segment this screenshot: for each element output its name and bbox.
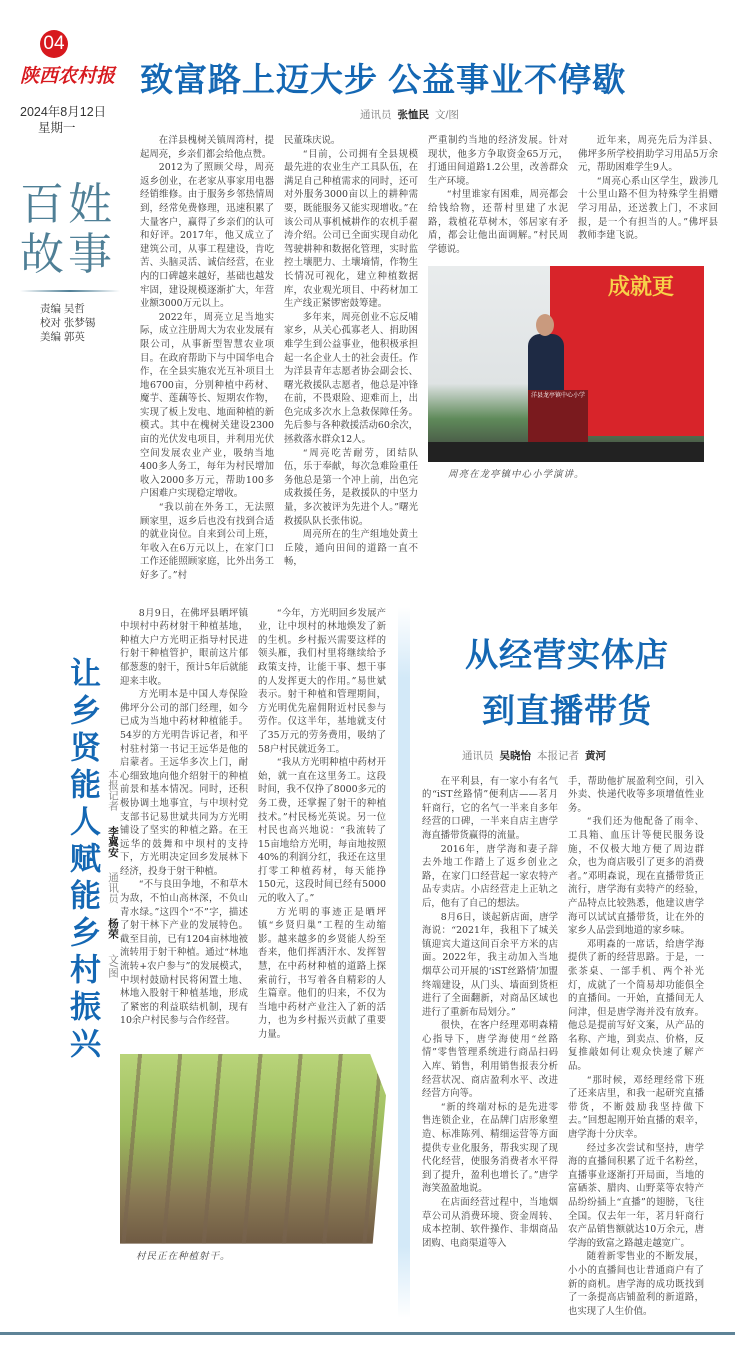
paragraph: 周亮所在的生产组地处黄土丘陵，通向田间的道路一直不畅， <box>284 529 418 568</box>
article1-column <box>284 134 418 569</box>
editor-credit: 美编 郭英 <box>40 331 85 343</box>
paragraph: “我们还为他配备了雨伞、工具箱、血压计等便民服务设施，不仅极大地方便了周边群众，也为商店吸引了更多的消费者。”邓明森说，现在直播带货正流行，唐学海有卖特产的经验，产品特点比较熟悉，他建议唐学海可以试试直播带货，让在外的家乡人品尝到地道的家乡味。 <box>568 816 704 937</box>
article2-column <box>120 607 248 1028</box>
masthead-sidebar <box>0 30 140 344</box>
article3 <box>422 607 712 1319</box>
section-title-char: 故 <box>20 229 68 280</box>
article1-columns <box>140 134 732 583</box>
paragraph: 在店面经营过程中，当地烟草公司从消费环境、资金周转、成本控制、软件操作、非烟商品团购、电商渠道等入 <box>422 1197 558 1249</box>
article1-column <box>428 134 568 256</box>
section-title-char: 事 <box>68 229 116 280</box>
photo-podium-sign: 洋县龙亭镇中心小学 <box>528 390 588 442</box>
issue-weekday: 星期一 <box>38 121 76 135</box>
paragraph: “今年，方光明回乡发展产业，让中坝村的林地焕发了新的生机。乡村振兴需要这样的领头雁，我们村里将继续给予政策支持，让能干事、想干事的人发挥更大的作用。”易世斌表示。射干种植和管理期间，方光明优先雇佣附近村民参与劳作。仅这半年，基地就支付了35万元的劳务费用，吸纳了58户村民就近务工。 <box>258 607 386 755</box>
editor-credit: 校对 张梦锡 <box>40 317 96 329</box>
article1-right-area <box>428 134 728 482</box>
forest-planting-photo <box>120 1054 386 1244</box>
section-title-char: 百 <box>20 179 68 230</box>
article3-columns <box>422 775 712 1319</box>
article2-photo-caption: 村民正在种植射干。 <box>136 1250 231 1262</box>
newspaper-logo: 陕西农村报 <box>20 65 116 87</box>
paragraph: “周亮心系山区学生，跋涉几十公里山路不但为特殊学生捐赠学习用品，还送教上门，不求回报，是一个有担当的人。”佛坪县教师李建飞说。 <box>578 175 718 242</box>
paragraph: 近年来，周亮先后为洋县、佛坪多所学校捐助学习用品5万余元，帮助困难学生9人。 <box>578 135 718 174</box>
article1 <box>140 30 732 583</box>
paragraph: 2012为了照顾父母，周亮返乡创业，在老家从事家用电器经销维修。由于服务乡邻热情周到，经常免费修理，迅速积累了大量客户，赢得了乡亲们的认可和好评。2017年，他又成立了建筑公司，从事工程建设，肯吃苦、头脑灵活、诚信经营，在业内的口碑越来越好，基础也越发牢固，建设规模逐渐扩大，年营业额3000万元以上。 <box>140 162 274 310</box>
paragraph: 经过多次尝试和坚持，唐学海的直播间积累了近千名粉丝，直播事业逐渐打开局面，当地的富硒茶、腊肉、山野菜等农特产品纷纷插上“直播”的翅膀，飞往全国。仅去年一年，茗月轩商行农产品销售额就达10万余元，唐学海的致富之路越走越宽广。 <box>568 1142 704 1249</box>
article1-photo-caption: 周亮在龙亭镇中心小学演讲。 <box>448 469 585 481</box>
paragraph: “新的终端对标的是先进零售连锁企业，在品牌门店形象塑造、标准陈列、精细运营等方面提供专业化服务，帮我实现了现代化经营，使服务消费者水平得到了提升，盈利也增长了。”唐学海笑盈盈地说。 <box>422 1101 558 1195</box>
section-title-char: 姓 <box>68 179 116 230</box>
paragraph: “那时候，邓经理经常下班了还来店里，和我一起研究直播带货，不断鼓励我坚持做下去。”回想起刚开始直播的艰辛，唐学海十分庆幸。 <box>568 1074 704 1141</box>
article1-column <box>578 134 718 243</box>
paragraph: 在洋县槐树关镇周湾村，提起周亮，乡亲们都会给他点赞。 <box>140 135 274 160</box>
article1-headline: 致富路上迈大步 公益事业不停歇 <box>140 61 627 98</box>
paragraph: 2016年，唐学海和妻子辞去外地工作踏上了返乡创业之路，在家门口经营起一家农特产品专卖店。小店经营走上正轨之后，他有了自己的想法。 <box>422 843 558 909</box>
paragraph: 8月9日，在佛坪县晒坪镇中坝村中药材射干种植基地，种植大户方光明正指导村民进行射干种植管护，眼前这片郁郁葱葱的射干，预计5年后就能迎来丰收。 <box>120 607 248 687</box>
top-section <box>0 30 735 583</box>
paragraph: 在平利县，有一家小有名气的“iST丝路情”便利店——茗月轩商行，它的名气一半来自多年经营的口碑，一半来自店主唐学海直播带货赢得的流量。 <box>422 775 558 841</box>
paragraph: 手，帮助他扩展盈利空间，引入外卖、快递代收等多项增值性业务。 <box>568 775 704 814</box>
school-speech-photo <box>428 266 704 462</box>
article2-byline: 本报记者 李冀安 通讯员 杨荣 文/图 <box>107 768 119 979</box>
paragraph: “我从方光明种植中药材开始，就一直在这里务工。这段时间，我不仅挣了8000多元的务工费，还掌握了射干的种植技术。”村民杨光英说。另一位村民也高兴地说：“我流转了15亩地给方光明，每亩地按照40%的利润分红，我还在这里打零工种植药材，每天能挣150元，这段时间已经有5000元的收入了。” <box>258 757 386 905</box>
issue-date: 2024年8月12日 <box>20 105 107 119</box>
paragraph: 方光明的事迹正是晒坪镇“乡贤归巢”工程的生动缩影。越来越多的乡贤能人纷至沓来，他们挥洒汗水、发挥智慧，在中药材种植的道路上探索前行，书写着各自精彩的人生篇章。他们的归来，不仅为当地中药材产业注入了新的活力，也为乡村振兴贡献了重要力量。 <box>258 906 386 1040</box>
lower-section <box>0 607 735 1319</box>
photo-board-text: 成就更 <box>608 274 675 300</box>
article3-headline <box>422 627 712 739</box>
article1-column <box>140 134 274 583</box>
article1-byline: 通讯员 张恤民 文/图 <box>360 109 459 121</box>
article2-column <box>258 607 386 1042</box>
paragraph: 8月6日，谈起新店面，唐学海说：“2021年，我租下了城关镇迎宾大道这间百余平方米的店面。2022年，我主动加入当地烟草公司开展的‘iST丝路情’加盟终端建设，从门头、墙面到货柜进行了全面翻新，对商品区域也进行了重新布局划分。” <box>422 911 558 1018</box>
editor-credit: 责编 吴哲 <box>40 303 85 315</box>
article3-column <box>422 775 558 1251</box>
paragraph: “目前，公司拥有全县规模最先进的农业生产工具队伍，在满足自己种植需求的同时，还可对外服务3000亩以上的耕种需要，既能服务又能实现增收。”在该公司从事机械耕作的农机手翟涛介绍。公司已全面实现自动化驾驶耕种和数据化管理，实时监控土壤肥力、土壤墒情，作物生长情况可视化，建立种植数据库，农业观光项目、中药材加工生产线正紧锣密鼓筹建。 <box>284 148 418 310</box>
article2 <box>120 607 386 1319</box>
paragraph: 很快，在客户经理邓明森精心指导下，唐学海使用“丝路情”零售管理系统进行商品扫码入库、销售，利用销售报表分析经营状况、商店盈利水平、改进经营方向等。 <box>422 1020 558 1100</box>
paragraph: “村里谁家有困难，周亮都会给钱给物，还帮村里建了水泥路，栽植花草树木，邻居家有矛盾，都会让他出面调解。”村民周学德说。 <box>428 189 568 255</box>
article3-headline-line: 到直播带货 <box>482 691 652 729</box>
paragraph: 邓明森的一席话，给唐学海提供了新的经营思路。于是，一张茶桌、一部手机、两个补光灯，成就了一个简易却功能俱全的直播间。一开始，直播间无人问津，但是唐学海并没有放弃。他总是提前写好文案，从产品的名称、产地，到卖点、价格，反复推敲如何让观众快速了解产品。 <box>568 938 704 1073</box>
decorative-stripe <box>398 607 410 1319</box>
paragraph: 多年来，周亮创业不忘反哺家乡，从关心孤寡老人、捐助困难学生到公益事业，他积极承担起一名企业人士的社会责任。作为洋县青年志愿者协会副会长、曙光救援队志愿者，他总是冲锋在前，不畏艰险、迎难而上，出色完成多次水上急救保障任务。先后参与各种救援活动60余次，拯救落水群众12人。 <box>284 311 418 446</box>
page-number-badge: 04 <box>40 30 68 58</box>
paragraph: “不与良田争地，不和草木为敌，不怕山高林深，不负山青水绿。”这四个“不”字，描述了射干林下产业的发展特色。截至目前，已有1204亩林地被流转用于射干种植。通过“林地流转+农户参与”的发展模式，中坝村鼓励村民将闲置土地、林地入股射干种植基地，形成了紧密的利益联结机制，现有10余户村民参与合作经营。 <box>120 879 248 1027</box>
paragraph: 随着新零售业的不断发展，小小的直播间也让普通商户有了新的商机。唐学海的成功既找到了一条提高店铺盈利的新道路，也实现了人生价值。 <box>568 1251 704 1317</box>
article2-headline: 让乡贤能人赋能乡村振兴 <box>65 656 100 1064</box>
article3-byline: 通讯员 吴晓怡 本报记者 黄河 <box>462 749 606 762</box>
paragraph: 民董珠庆说。 <box>284 135 341 146</box>
article2-columns <box>120 607 386 1042</box>
editor-credits <box>40 302 140 344</box>
article3-column <box>568 775 704 1319</box>
paragraph: 严重制约当地的经济发展。针对现状，他多方争取资金65万元，打通田间道路1.2公里，改善群众生产环境。 <box>428 135 568 187</box>
paragraph: 方光明本是中国人寿保险佛坪分公司的部门经理，如今已成为当地中药材种植能手。54岁的方光明告诉记者，和平村驻村第一书记王远华是他的启蒙者。王远华多次上门，耐心细致地向他介绍射干的种植前景和基本情况。同时，还积极协调土地事宜，与中坝村党支部书记易世斌共同为方光明铺设了坚实的种植之路。在王远华的鼓舞和中坝村的支持下，方光明决定回乡发展林下经济，投身于射干种植。 <box>120 689 248 877</box>
paragraph: “周亮吃苦耐劳，团结队伍，乐于奉献，每次急难险重任务他总是第一个冲上前，出色完成救援任务，是救援队的中坚力量，多次被评为先进个人。”曙光救援队队长张伟说。 <box>284 447 418 527</box>
paragraph: “我以前在外务工，无法照顾家里，返乡后也没有找到合适的就业岗位。自来到公司上班，年收入在6万元以上，在家门口工作还能照顾家庭，比外出务工好多了。”村 <box>140 502 274 581</box>
section-title <box>20 180 140 280</box>
section-divider <box>20 290 120 292</box>
paragraph: 2022年，周亮立足当地实际，成立注册周大为农业发展有限公司，从事新型智慧农业项目。在政府帮助下与中国华电合作，在全县实施农光互补项目土地6700亩，分别种植中药材、魔芋、莲藕等长、短期农作物，实现了板上发电、地面种植的新模式。其中在槐树关建设2300亩的光伏发电项目，并利用光伏空间发展农业产业，吸纳当地400多人务工，每年为村民增加收入2000多万元，帮助100多户困难户实现稳定增收。 <box>140 311 274 500</box>
article3-headline-line: 从经营实体店 <box>465 635 669 673</box>
bottom-rule <box>0 1332 735 1335</box>
